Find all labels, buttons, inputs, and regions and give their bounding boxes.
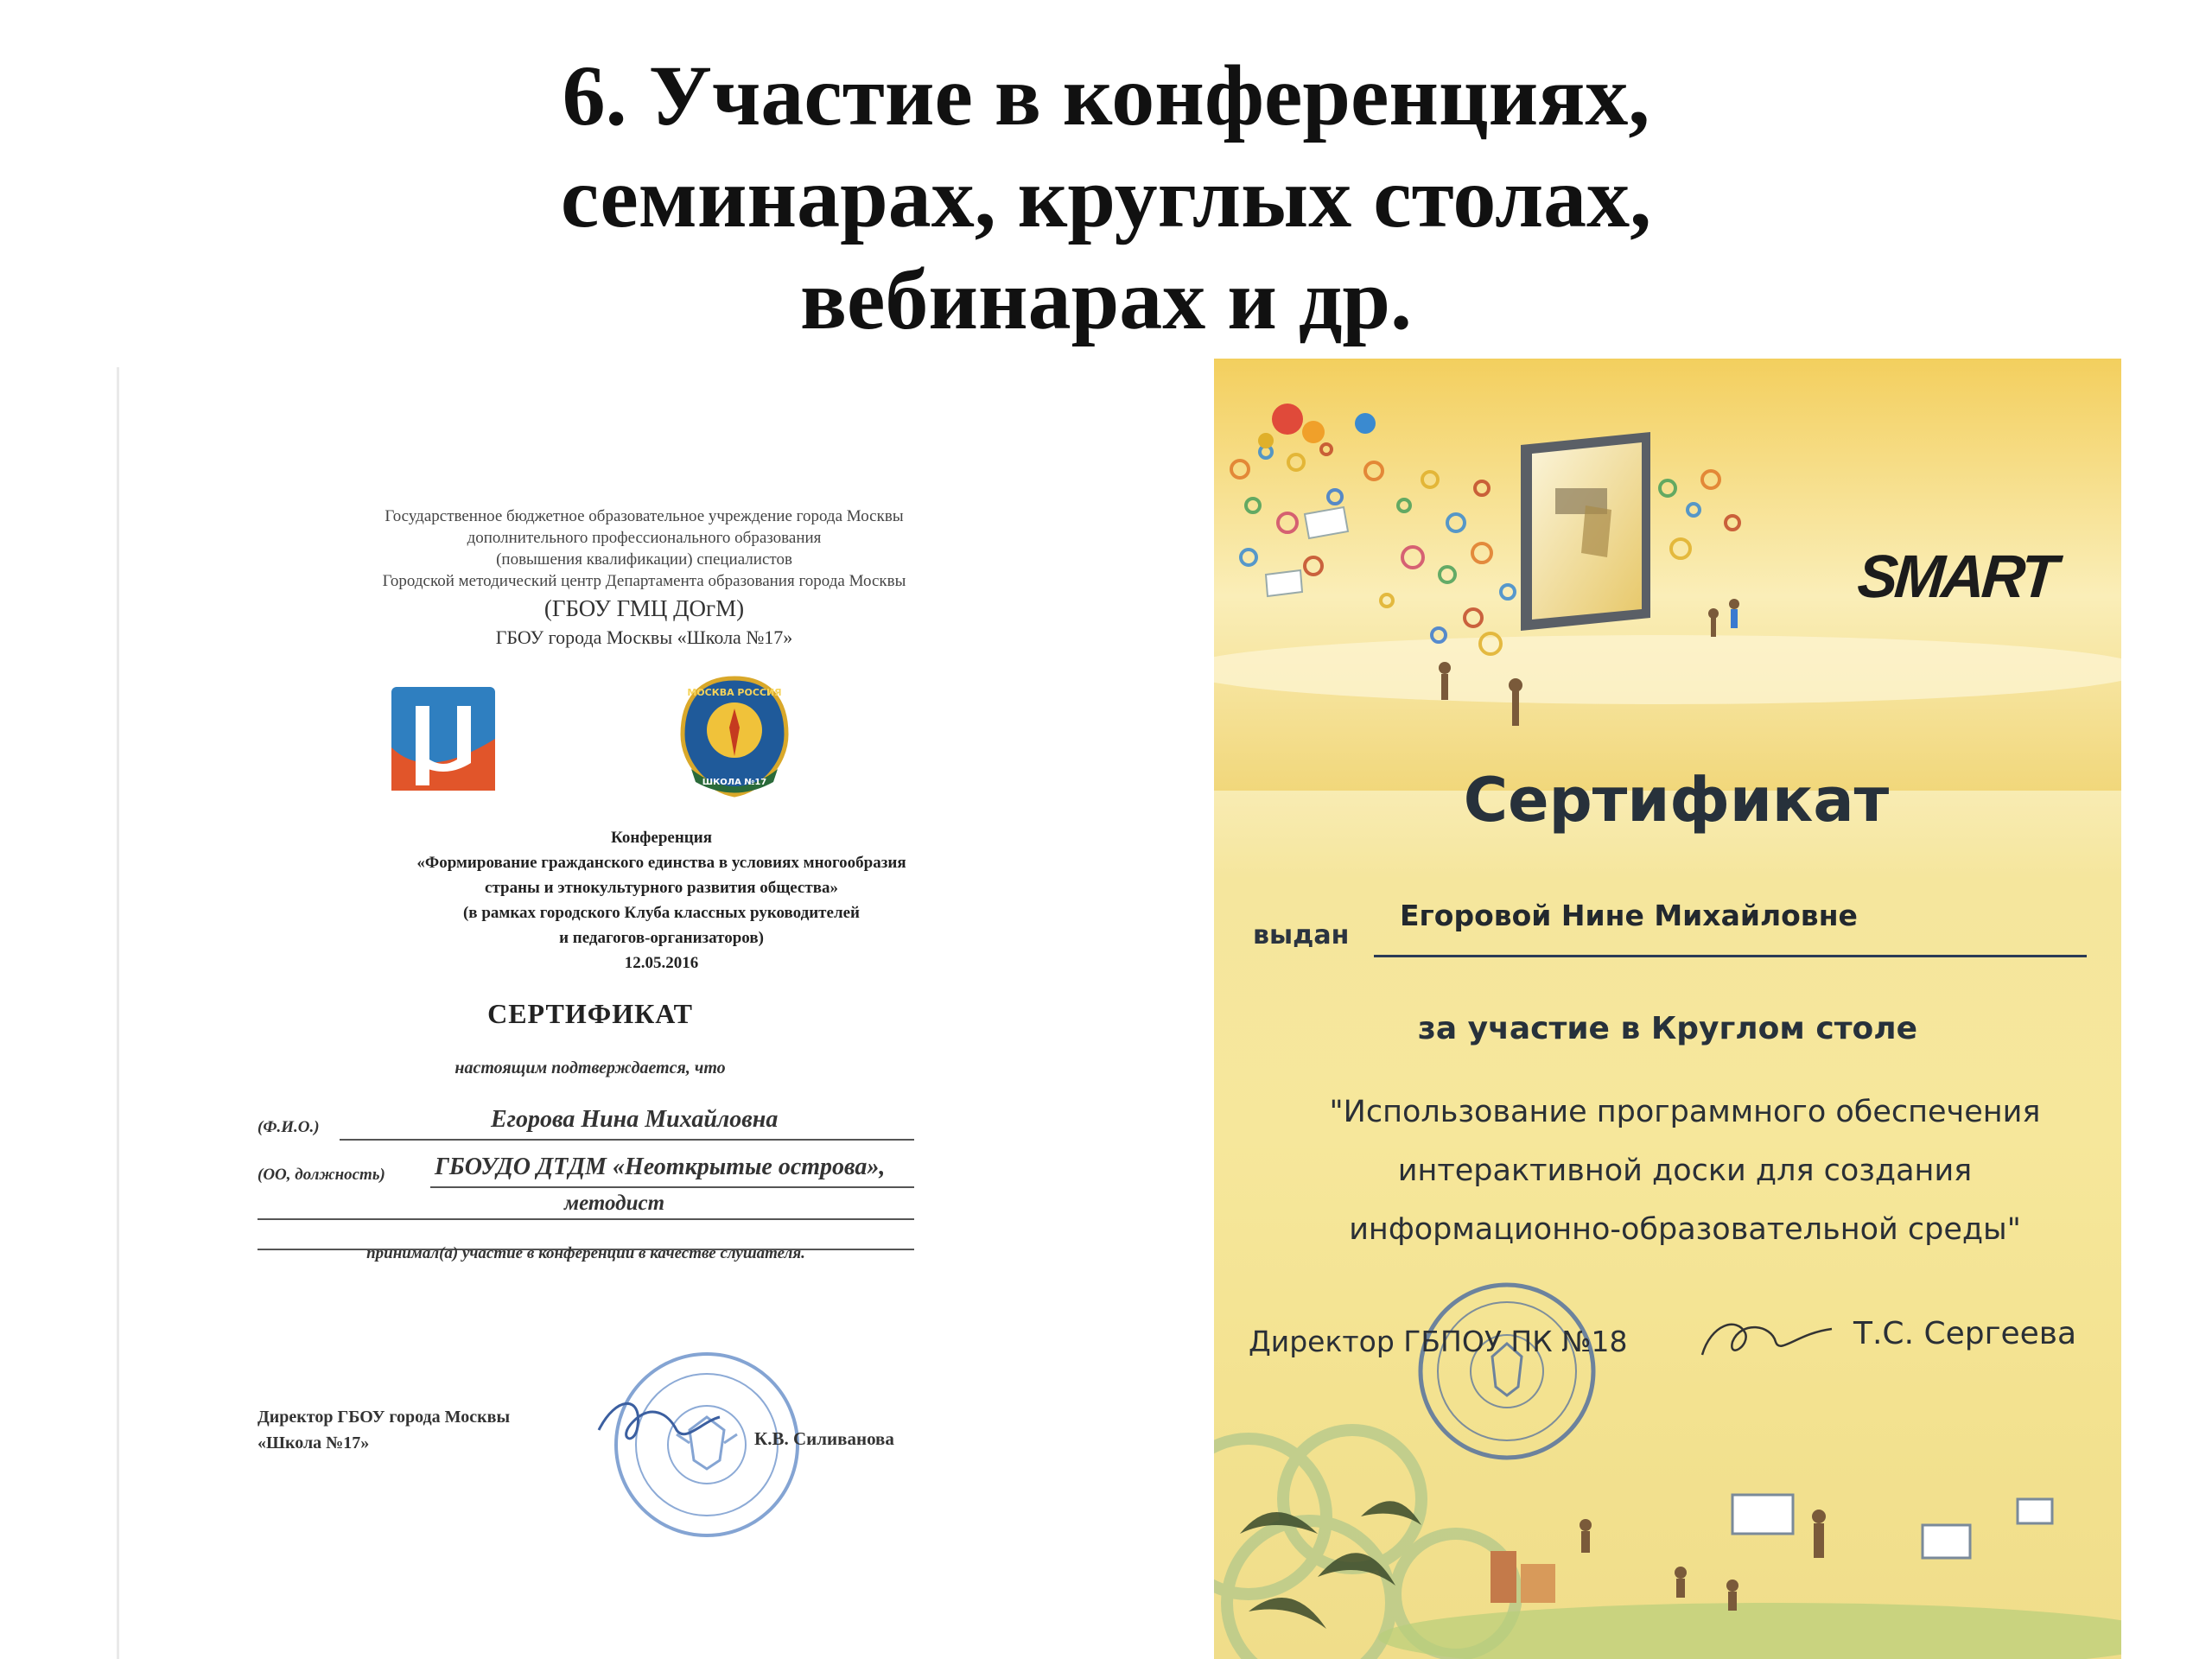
org-line: дополнительного профессионального образования — [467, 529, 822, 547]
signature-icon — [1694, 1307, 1840, 1368]
smart-logo: SMART — [1855, 543, 2057, 610]
decorative-footer-illustration-icon — [1214, 1387, 2121, 1659]
topic-line: "Использование программного обеспечения — [1329, 1095, 2041, 1129]
fio-row — [257, 1106, 914, 1141]
org-abbreviation: (ГБОУ ГМЦ ДОгМ) — [543, 595, 745, 621]
slide-title — [0, 45, 2212, 351]
title-line: семинарах, круглых столах, — [560, 149, 1652, 245]
director-line: Директор ГБОУ города Москвы — [257, 1408, 511, 1427]
conference-line: Конференция — [611, 829, 712, 847]
org-line: Городской методический центр Департамента образования города Москвы — [382, 572, 906, 590]
topic-line: информационно-образовательной среды" — [1349, 1212, 2021, 1247]
conference-line: «Формирование гражданского единства в условиях многообразия — [416, 854, 906, 872]
certificate-title: Сертификат — [1463, 765, 1890, 836]
director-name: К.В. Силиванова — [754, 1428, 894, 1449]
org-line: (повышения квалификации) специалистов — [496, 550, 792, 569]
position-label: (ОО, должность) — [257, 1166, 385, 1184]
conference-line: (в рамках городского Клуба классных руководителей — [462, 904, 860, 922]
confirm-text: настоящим подтверждается, что — [454, 1058, 726, 1077]
title-line: вебинарах и др. — [799, 251, 1413, 347]
school-emblem-icon — [674, 674, 795, 799]
svg-text:МОСКВА РОССИЯ: МОСКВА РОССИЯ — [687, 687, 782, 698]
conference-info — [154, 825, 1169, 976]
certificate-conference — [117, 367, 1169, 1659]
participation-text: за участие в Круглом столе — [1417, 1011, 1918, 1046]
conference-date: 12.05.2016 — [624, 954, 699, 972]
fio-value: Егорова Нина Михайловна — [491, 1106, 779, 1133]
organization-header — [119, 505, 1169, 651]
signature-icon — [590, 1378, 763, 1456]
director-name: Т.С. Сергеева — [1853, 1316, 2077, 1351]
name-underline — [1374, 955, 2087, 957]
certificate-title: СЕРТИФИКАТ — [487, 998, 693, 1029]
participation-text: принимал(а) участие в конференции в качестве слушателя. — [366, 1244, 805, 1262]
recipient-name: Егоровой Нине Михайловне — [1400, 899, 1858, 932]
position-value: ГБОУДО ДТДМ «Неоткрытые острова», — [435, 1154, 886, 1180]
svg-text:ШКОЛА №17: ШКОЛА №17 — [702, 778, 767, 787]
conference-line: страны и этнокультурного развития общества» — [485, 879, 838, 897]
round-table-topic — [1249, 1083, 2121, 1259]
issued-label: выдан — [1253, 920, 1350, 950]
fio-label: (Ф.И.О.) — [257, 1118, 320, 1136]
conference-line: и педагогов-организаторов) — [559, 929, 764, 947]
director-title: Директор ГБПОУ ПК №18 — [1249, 1325, 1628, 1358]
position-value-2: методист — [564, 1192, 665, 1215]
director-title — [257, 1404, 510, 1456]
gmc-logo-icon — [391, 687, 495, 791]
position-row — [257, 1154, 914, 1231]
official-stamp-icon — [1414, 1279, 1600, 1465]
title-line: 6. Участие в конференциях, — [562, 48, 1650, 143]
certificate-smart — [1214, 359, 2121, 1659]
director-line: «Школа №17» — [257, 1433, 370, 1452]
topic-line: интерактивной доски для создания — [1397, 1154, 1973, 1188]
org-line: Государственное бюджетное образовательное учреждение города Москвы — [385, 507, 904, 525]
school-name: ГБОУ города Москвы «Школа №17» — [495, 626, 793, 648]
